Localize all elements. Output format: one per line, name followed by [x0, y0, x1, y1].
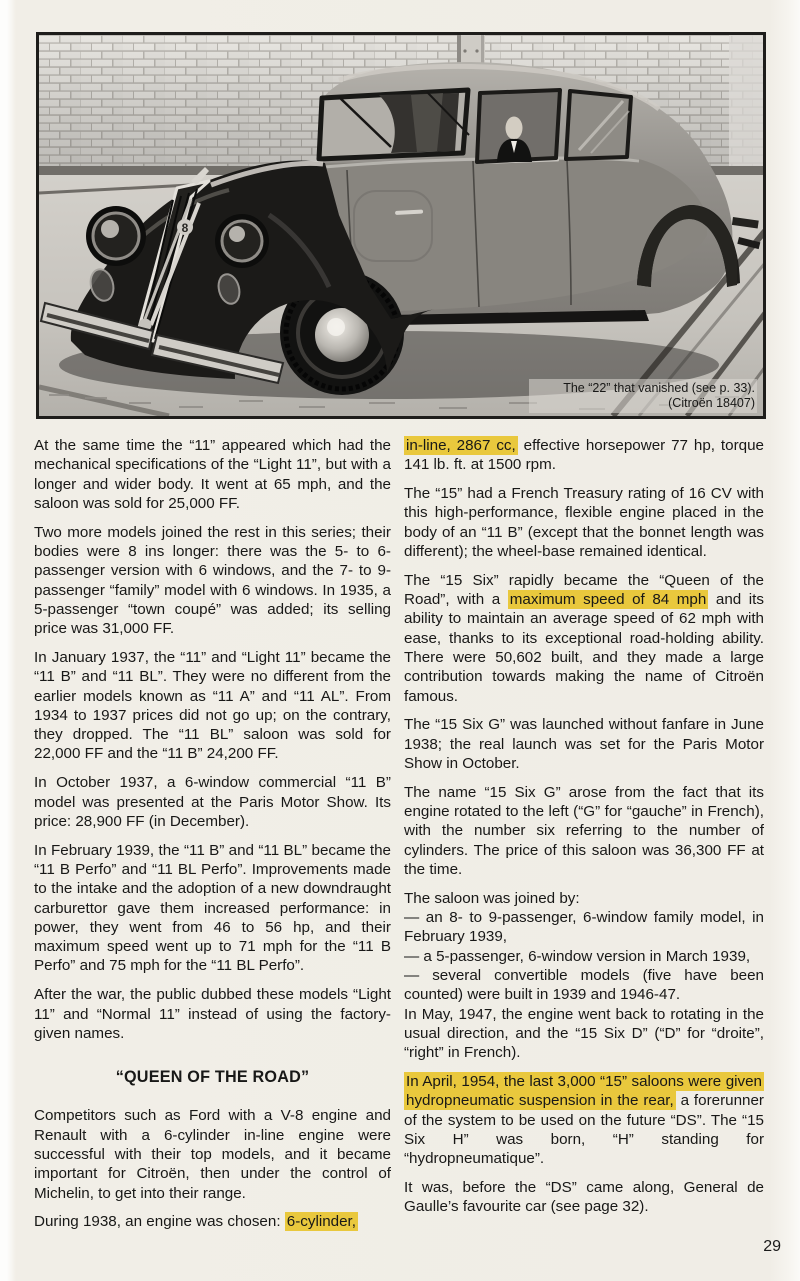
list-intro: The saloon was joined by:: [404, 889, 580, 907]
paragraph: The name “15 Six G” arose from the fact that its engine rotated to the left (“G” for “gauche” in French), with the number six referring to the number of cylinders. The price of this saloon was 36,300 FF at the time.: [404, 783, 764, 878]
rear-quarter-window: [566, 91, 631, 159]
paragraph: At the same time the “11” appeared which had the mechanical specifications of the “Light 11”, but with a longer and wider body. It went at 65 mph, and the saloon was sold for 25,000 FF.: [34, 437, 391, 512]
text-segment: effective horsepower 77 hp, torque 141 lb. ft. at 1500 rpm.: [404, 437, 764, 474]
highlighted-text: In April, 1954, the last 3,000 “15” saloons were given hydropneumatic suspension in the rear,: [406, 1072, 762, 1110]
list-continuation: In May, 1947, the engine went back to rotating in the usual direction, and the “15 Six D” (“D” for “droite”, “right” in French).: [404, 1005, 764, 1062]
section-heading: “QUEEN OF THE ROAD”: [115, 1068, 310, 1087]
paragraph: The “15” had a French Treasury rating of 16 CV with this high-performance, flexible engine placed in the body of an “11 B” (except that the bonnet length was different); the wheel-base remained identical.: [404, 485, 764, 560]
paragraph: Competitors such as Ford with a V-8 engine and Renault with a 6-cylinder in-line engine were successful with their top models, and it became important for Citroën, then under the control of Michelin, to get into their range.: [34, 1107, 391, 1202]
photo-caption-line2: (Citroën 18407): [668, 396, 755, 410]
paragraph: In February 1939, the “11 B” and “11 BL” became the “11 B Perfo” and “11 BL Perfo”. Improvements made to the intake and the adoption of a new downdraught carburettor gave them increased performance: in power, they went from 46 to 56 hp, and their maximum speed went up to 71 mph for the “11 B Perfo” and 75 mph for the “11 BL Perfo”.: [34, 841, 391, 975]
text-segment: a forerunner of the system to be used on the future “DS”. The “15 Six H” was born, “H” standing for “hydropneumatique”.: [404, 1092, 764, 1168]
text-segment: and its ability to maintain an average speed of 62 mph with ease, thanks to its exceptional road-holding ability. There were 50,602 built, and they made a large contribution towards making the name of Citroën famous.: [404, 591, 764, 705]
list-item: — a 5-passenger, 6-window version in March 1939,: [404, 947, 751, 965]
paragraph: [404, 1072, 764, 1168]
highlighted-text: maximum speed of 84 mph: [509, 591, 707, 609]
paragraph: [34, 1212, 391, 1231]
photo-caption-line1: The “22” that vanished (see p. 33).: [563, 381, 755, 395]
highlighted-text: in-line, 2867 cc,: [406, 437, 516, 454]
page-number: 29: [763, 1238, 781, 1255]
list-item: — an 8- to 9-passenger, 6-window family model, in February 1939,: [404, 909, 764, 946]
photo-caption: [529, 379, 757, 413]
driver-window: [477, 90, 560, 162]
paragraph: In October 1937, a 6-window commercial “11 B” model was presented at the Paris Motor Show. Its price: 28,900 FF (in December).: [34, 774, 391, 830]
car-photo: [36, 32, 766, 419]
paragraph: Two more models joined the rest in this series; their bodies were 8 ins longer: there was the 5- to 6-passenger version with 6 windows, and the 7- to 9-passenger “family” model with 6 windows. In 1935, a 5-passenger “town coupé” was added; its selling price was 31,000 FF.: [34, 523, 391, 638]
list-item: — several convertible models (five have been counted) were built in 1939 and 1946-47.: [404, 966, 764, 1004]
paragraph: After the war, the public dubbed these models “Light 11” and “Normal 11” instead of using the factory-given names.: [34, 986, 391, 1042]
left-column: [34, 436, 391, 1241]
text-segment: The “15 Six” rapidly became the “Queen of the Road”, with a: [404, 571, 764, 609]
paragraph-list: [404, 889, 764, 1063]
svg-text:8: 8: [181, 221, 189, 235]
paragraph: The “15 Six G” was launched without fanfare in June 1938; the real launch was set for the Paris Motor Show in October.: [404, 716, 764, 772]
left-headlamp: [86, 206, 146, 266]
text-segment: During 1938, an engine was chosen:: [34, 1213, 285, 1231]
windshield: [319, 90, 469, 159]
paragraph: [404, 571, 764, 706]
car-photo-illustration: [39, 35, 763, 416]
highlighted-text: 6-cylinder,: [286, 1213, 356, 1231]
paragraph: In January 1937, the “11” and “Light 11” became the “11 B” and “11 BL”. They were no different from the earlier models known as “11 A” and “11 AL”. From 1934 to 1937 prices did not go up; on the contrary, they dropped. The “11 BL” saloon was sold for 22,000 FF and the “11 B” 24,200 FF.: [34, 648, 391, 763]
paragraph: [404, 436, 764, 475]
paragraph: It was, before the “DS” came along, General de Gaulle’s favourite car (see page 32).: [404, 1178, 764, 1216]
right-headlamp: [215, 214, 269, 268]
driver-face: [506, 117, 523, 140]
right-column: [404, 436, 764, 1226]
